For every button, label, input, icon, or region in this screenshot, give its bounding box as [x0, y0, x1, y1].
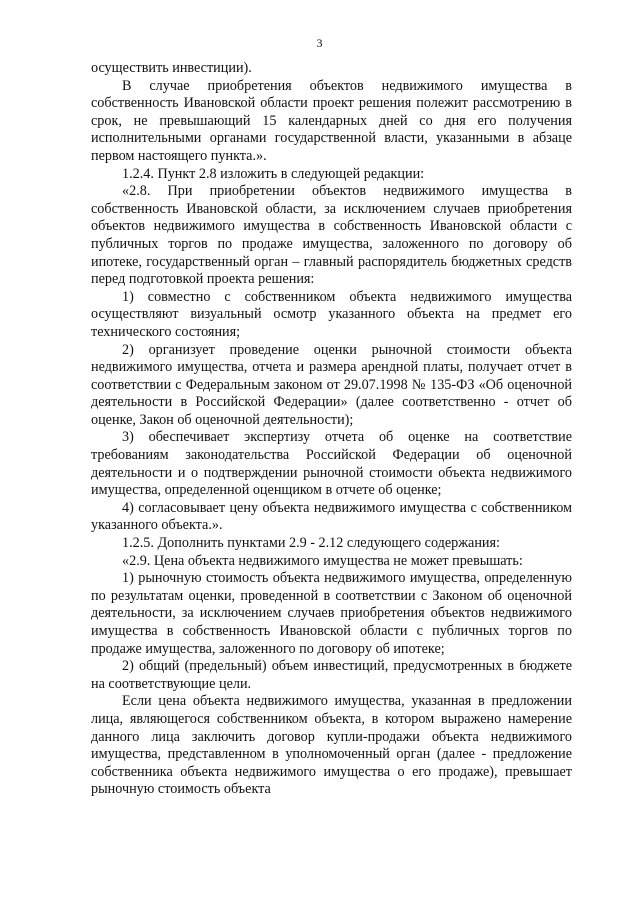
page-number: 3 — [316, 36, 323, 50]
paragraph: «2.9. Цена объекта недвижимого имущества не может превышать: — [122, 552, 523, 569]
paragraph: 2) организует проведение оценки рыночной стоимости объекта недвижимого имущества, отчета и размера арендной платы, получает отчет в соответствии с Федеральным законом от 29.07.1998 № 135-ФЗ «Об оценочной деятельности в Российской Федерации» (далее соответственно - отчет об оценке, Закон об оценочной деятельности); — [91, 341, 572, 428]
paragraph: 1.2.5. Дополнить пунктами 2.9 - 2.12 следующего содержания: — [122, 535, 500, 552]
paragraph: Если цена объекта недвижимого имущества, указанная в предложении лица, являющегося собственником объекта, в котором выражено намерение данного лица заключить договор купли-продажи объекта недвижимого имущества, представленном в уполномоченный орган (далее - предложение собственника объекта недвижимого имущества о его продаже), превышает рыночную стоимость объекта — [91, 693, 572, 798]
paragraph: осуществить инвестиции). — [91, 60, 252, 76]
paragraph: 4) согласовывает цену объекта недвижимого имущества с собственником указанного объекта.». — [91, 499, 572, 534]
document-body — [91, 60, 572, 799]
paragraph: 3) обеспечивает экспертизу отчета об оценке на соответствие требованиям законодательства Российской Федерации об оценочной деятельности и о подтверждении рыночной стоимости объекта недвижимого имущества, определенной оценщиком в отчете об оценке; — [91, 429, 572, 499]
paragraph: «2.8. При приобретении объектов недвижимого имущества в собственность Ивановской области, за исключением случаев приобретения объектов недвижимого имущества в собственность Ивановской области с публичных торгов по продаже имущества, заложенного по договору об ипотеке, государственный орган – главный распорядитель бюджетных средств перед подготовкой проекта решения: — [91, 183, 572, 288]
paragraph: В случае приобретения объектов недвижимого имущества в собственность Ивановской области проект решения полежит рассмотрению в срок, не превышающий 15 календарных дней со дня его получения исполнительными органами государственной власти, указанными в абзаце первом настоящего пункта.». — [91, 77, 572, 164]
paragraph: 1.2.4. Пункт 2.8 изложить в следующей редакции: — [122, 165, 425, 182]
paragraph: 1) совместно с собственником объекта недвижимого имущества осуществляют визуальный осмотр указанного объекта на предмет его технического состояния; — [91, 288, 572, 340]
paragraph: 1) рыночную стоимость объекта недвижимого имущества, определенную по результатам оценки, проведенной в соответствии с Законом об оценочной деятельности, за исключением случаев приобретения объектов недвижимого имущества в собственность Ивановской области с публичных торгов по продаже имущества, заложенного по договору об ипотеке; — [91, 570, 572, 657]
paragraph: 2) общий (предельный) объем инвестиций, предусмотренных в бюджете на соответствующие цели. — [91, 658, 572, 692]
